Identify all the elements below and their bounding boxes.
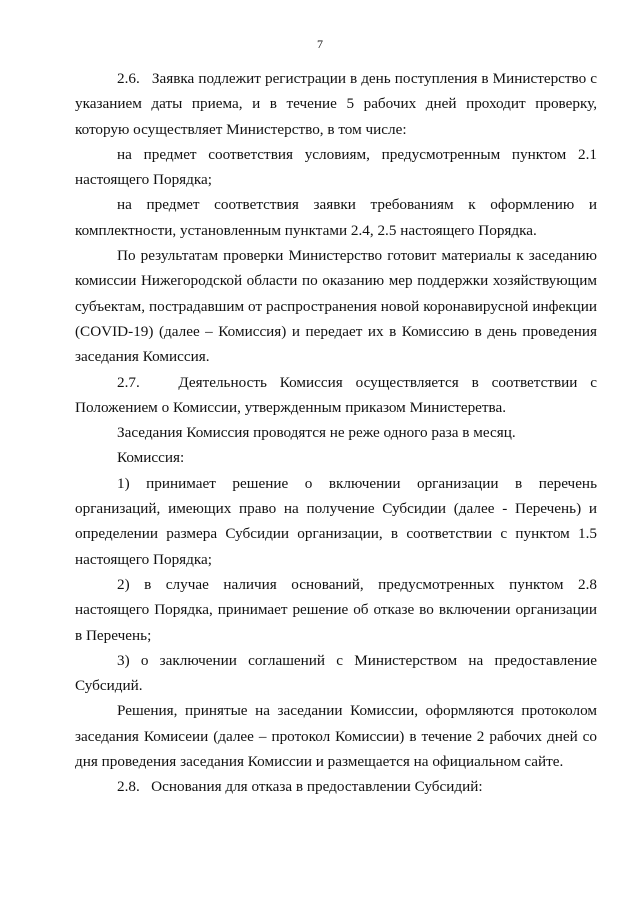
paragraph-2-6: 2.6. Заявка подлежит регистрации в день поступления в Министерство с указанием даты приема, и в течение 5 рабочих дней проходит проверку, которую осуществляет Министерство, в том числе: bbox=[75, 70, 597, 138]
paragraph-requirements-check: на предмет соответствия заявки требованиям к оформлению и комплектности, установленным пунктами 2.4, 2.5 настоящего Порядка. bbox=[75, 196, 597, 239]
paragraph-commission-label: Комиссия: bbox=[117, 449, 185, 467]
paragraph-meeting-frequency: Заседания Комиссия проводятся не реже одного раза в месяц. bbox=[117, 424, 516, 442]
paragraph-commission-materials: По результатам проверки Министерство готовит материалы к заседанию комиссии Нижегородской области по оказанию мер поддержки хозяйствующим субъектам, пострадавшим от распространения новой коронавирусной инфекции (COVID-19) (далее – Комиссия) и передает их в Комиссию в день проведения заседания Комиссия. bbox=[75, 247, 597, 366]
list-item-2: 2) в случае наличия оснований, предусмотренных пунктом 2.8 настоящего Порядка, принимает решение об отказе во включении организации в Перечень; bbox=[75, 575, 597, 644]
paragraph-2-7: 2.7. Деятельность Комиссия осуществляется в соответствии с Положением о Комиссии, утвержденным приказом Министеретва. bbox=[75, 373, 597, 416]
paragraph-decisions: Решения, принятые на заседании Комиссии, оформляются протоколом заседания Комисеии (далее – протокол Комиссии) в течение 2 рабочих дней со дня проведения заседания Комиссии и размещается на официальном сайте. bbox=[75, 702, 597, 771]
paragraph-2-8: 2.8. Основания для отказа в предоставлении Субсидий: bbox=[117, 778, 483, 796]
list-item-1: 1) принимает решение о включении организации в перечень организаций, имеющих право на получение Субсидии (далее - Перечень) и определении размера Субсидии организации, в соответствии с пунктом 1.5 настоящего Порядка; bbox=[75, 474, 597, 568]
document-body bbox=[75, 66, 597, 800]
list-item-3: 3) о заключении соглашений с Министерством на предоставление Субсидий. bbox=[75, 651, 597, 695]
page-number: 7 bbox=[317, 37, 323, 51]
paragraph-conditions-check: на предмет соответствия условиям, предусмотренным пунктом 2.1 настоящего Порядка; bbox=[75, 145, 597, 189]
